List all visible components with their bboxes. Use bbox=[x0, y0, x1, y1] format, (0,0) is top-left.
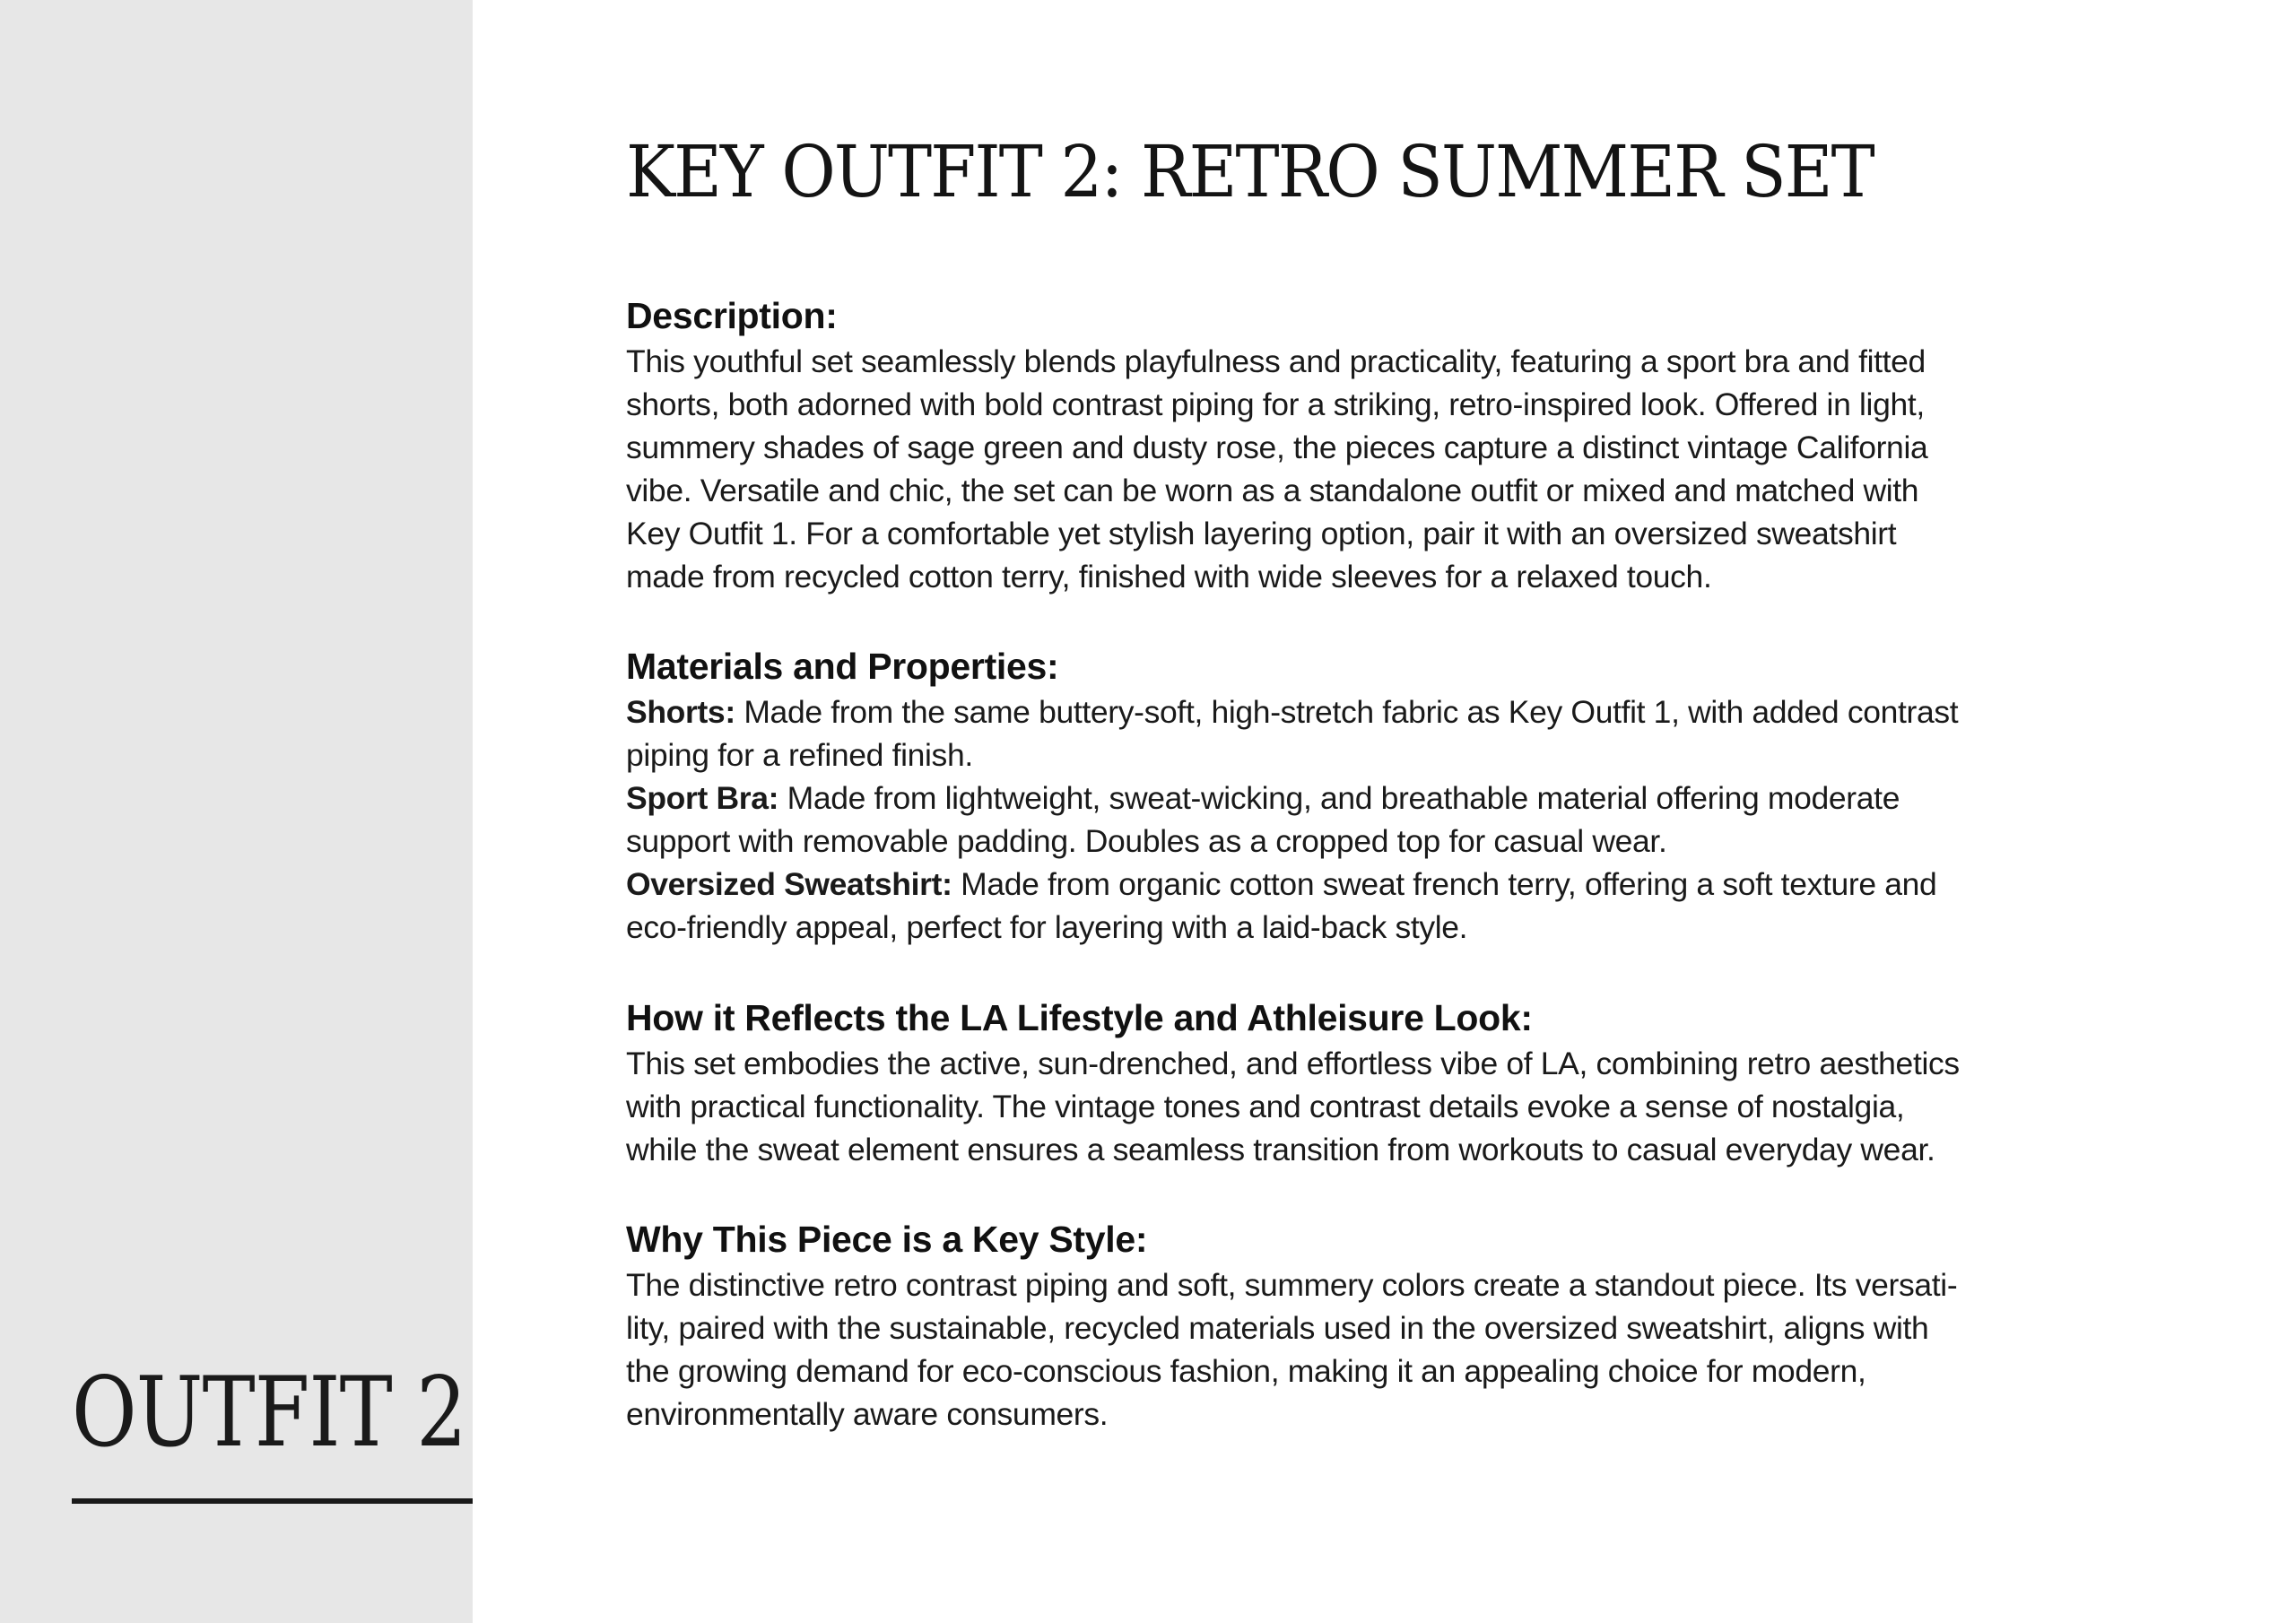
sidebar-panel bbox=[0, 0, 473, 1623]
shorts-text: Made from the same buttery-soft, high-stretch fabric as Key Outfit 1, with added contrast bbox=[744, 694, 1959, 730]
outfit-label: OUTFIT 2 bbox=[72, 1357, 466, 1469]
key-style-section bbox=[626, 1215, 2079, 1436]
shorts-line-continued: piping for a refined finish. bbox=[626, 737, 973, 773]
sweatshirt-line-continued: eco-friendly appeal, perfect for layering with a laid-back style. bbox=[626, 909, 1468, 945]
materials-section bbox=[626, 642, 2079, 949]
shorts-label: Shorts: bbox=[626, 694, 735, 730]
outfit-label-underline bbox=[72, 1498, 473, 1504]
description-line: summery shades of sage green and dusty rose, the pieces capture a distinct vintage California bbox=[626, 430, 1928, 465]
description-line: vibe. Versatile and chic, the set can be worn as a standalone outfit or mixed and matched with bbox=[626, 473, 1919, 508]
description-line: Key Outfit 1. For a comfortable yet stylish layering option, pair it with an oversized sweatshirt bbox=[626, 516, 1897, 551]
shorts-line bbox=[626, 690, 2079, 733]
materials-heading: Materials and Properties: bbox=[626, 646, 1059, 687]
sweatshirt-line bbox=[626, 863, 2079, 906]
sport-bra-text: Made from lightweight, sweat-wicking, and breathable material offering moderate bbox=[787, 780, 1900, 816]
key-style-heading: Why This Piece is a Key Style: bbox=[626, 1219, 1148, 1260]
lifestyle-section bbox=[626, 994, 2079, 1171]
sweatshirt-text: Made from organic cotton sweat french terry, offering a soft texture and bbox=[961, 866, 1937, 902]
key-style-line: environmentally aware consumers. bbox=[626, 1396, 1109, 1432]
description-heading: Description: bbox=[626, 295, 838, 336]
key-style-line: The distinctive retro contrast piping and soft, summery colors create a standout piece. Its versati- bbox=[626, 1267, 1958, 1303]
page-title: KEY OUTFIT 2: RETRO SUMMER SET bbox=[626, 130, 1874, 213]
description-line: shorts, both adorned with bold contrast piping for a striking, retro-inspired look. Offered in light, bbox=[626, 386, 1925, 422]
sweatshirt-label: Oversized Sweatshirt: bbox=[626, 866, 952, 902]
description-section bbox=[626, 291, 2079, 598]
sport-bra-line bbox=[626, 777, 2079, 820]
sport-bra-line-continued: support with removable padding. Doubles as a cropped top for casual wear. bbox=[626, 823, 1667, 859]
key-style-line: lity, paired with the sustainable, recycled materials used in the oversized sweatshirt, aligns with bbox=[626, 1310, 1929, 1346]
description-line: This youthful set seamlessly blends playfulness and practicality, featuring a sport bra and fitted bbox=[626, 343, 1926, 379]
lifestyle-line: This set embodies the active, sun-drenched, and effortless vibe of LA, combining retro aesthetics bbox=[626, 1046, 1960, 1081]
lifestyle-line: while the sweat element ensures a seamless transition from workouts to casual everyday wear. bbox=[626, 1132, 1935, 1167]
description-line: made from recycled cotton terry, finished with wide sleeves for a relaxed touch. bbox=[626, 559, 1712, 595]
lifestyle-line: with practical functionality. The vintage tones and contrast details evoke a sense of nostalgia, bbox=[626, 1089, 1905, 1124]
key-style-line: the growing demand for eco-conscious fashion, making it an appealing choice for modern, bbox=[626, 1353, 1866, 1389]
sport-bra-label: Sport Bra: bbox=[626, 780, 779, 816]
lifestyle-heading: How it Reflects the LA Lifestyle and Athleisure Look: bbox=[626, 997, 1533, 1038]
